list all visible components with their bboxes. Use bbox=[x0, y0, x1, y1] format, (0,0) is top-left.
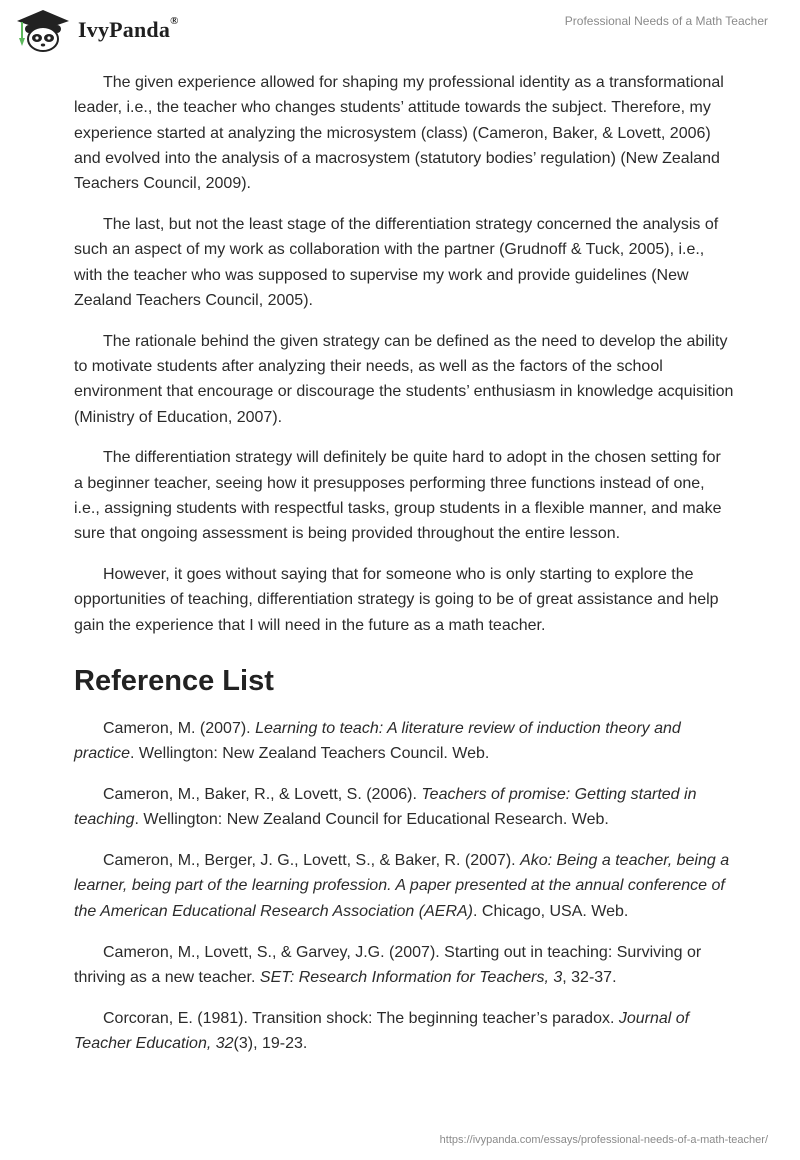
document-title: Professional Needs of a Math Teacher bbox=[564, 14, 768, 28]
reference-entry: Cameron, M., Lovett, S., & Garvey, J.G. (2007). Starting out in teaching: Surviving or thriving as a new teacher. SET: Research Information for Teachers, 3, 32-37. bbox=[74, 943, 702, 986]
paragraph: The differentiation strategy will definitely be quite hard to adopt in the chosen setting for a beginner teacher, seeing how it presupposes performing three functions instead of one, i.e., assigning students with respectful tasks, group students in a flexible manner, and make sure that ongoing assessment is being provided throughout the entire lesson. bbox=[74, 449, 722, 543]
reference-entry: Cameron, M., Berger, J. G., Lovett, S., & Baker, R. (2007). Ako: Being a teacher, being a learner, being part of the learning profession. A paper presented at the annual conference of the American Educational Research Association (AERA). Chicago, USA. Web. bbox=[74, 852, 730, 920]
page-header bbox=[0, 0, 800, 64]
paragraph: The last, but not the least stage of the differentiation strategy concerned the analysis of such an aspect of my work as collaboration with the partner (Grudnoff & Tuck, 2005), i.e., with the teacher who was supposed to supervise my work and provide guidelines (New Zealand Teachers Council, 2005). bbox=[74, 215, 719, 309]
essay-body bbox=[74, 70, 734, 1072]
reference-entry: Cameron, M. (2007). Learning to teach: A literature review of induction theory and practice. Wellington: New Zealand Teachers Council. Web. bbox=[74, 719, 681, 763]
source-url-link[interactable]: https://ivypanda.com/essays/professional-needs-of-a-math-teacher/ bbox=[439, 1134, 768, 1146]
panda-graduate-icon bbox=[14, 8, 72, 52]
brand-name: IvyPanda® bbox=[78, 15, 179, 42]
reference-list-heading: Reference List bbox=[74, 664, 274, 697]
paragraph: The given experience allowed for shaping my professional identity as a transformational leader, i.e., the teacher who changes students’ attitude towards the subject. Therefore, my experience started at analyzing the microsystem (class) (Cameron, Baker, & Lovett, 2006) and evolved into the analysis of a macrosystem (statutory bodies’ regulation) (New Zealand Teachers Council, 2009). bbox=[74, 74, 724, 193]
paragraph: The rationale behind the given strategy can be defined as the need to develop the ability to motivate students after analyzing their needs, as well as the factors of the school environment that encourage or discourage the students’ enthusiasm in knowledge acquisition (Ministry of Education, 2007). bbox=[74, 332, 734, 426]
paragraph: However, it goes without saying that for someone who is only starting to explore the opportunities of teaching, differentiation strategy is going to be of great assistance and help gain the experience that I will need in the future as a math teacher. bbox=[74, 566, 719, 634]
reference-entry: Cameron, M., Baker, R., & Lovett, S. (2006). Teachers of promise: Getting started in teaching. Wellington: New Zealand Council for Educational Research. Web. bbox=[74, 786, 697, 829]
ivypanda-logo[interactable] bbox=[14, 8, 179, 52]
reference-entry: Corcoran, E. (1981). Transition shock: The beginning teacher’s paradox. Journal of Teacher Education, 32(3), 19-23. bbox=[74, 1009, 690, 1052]
